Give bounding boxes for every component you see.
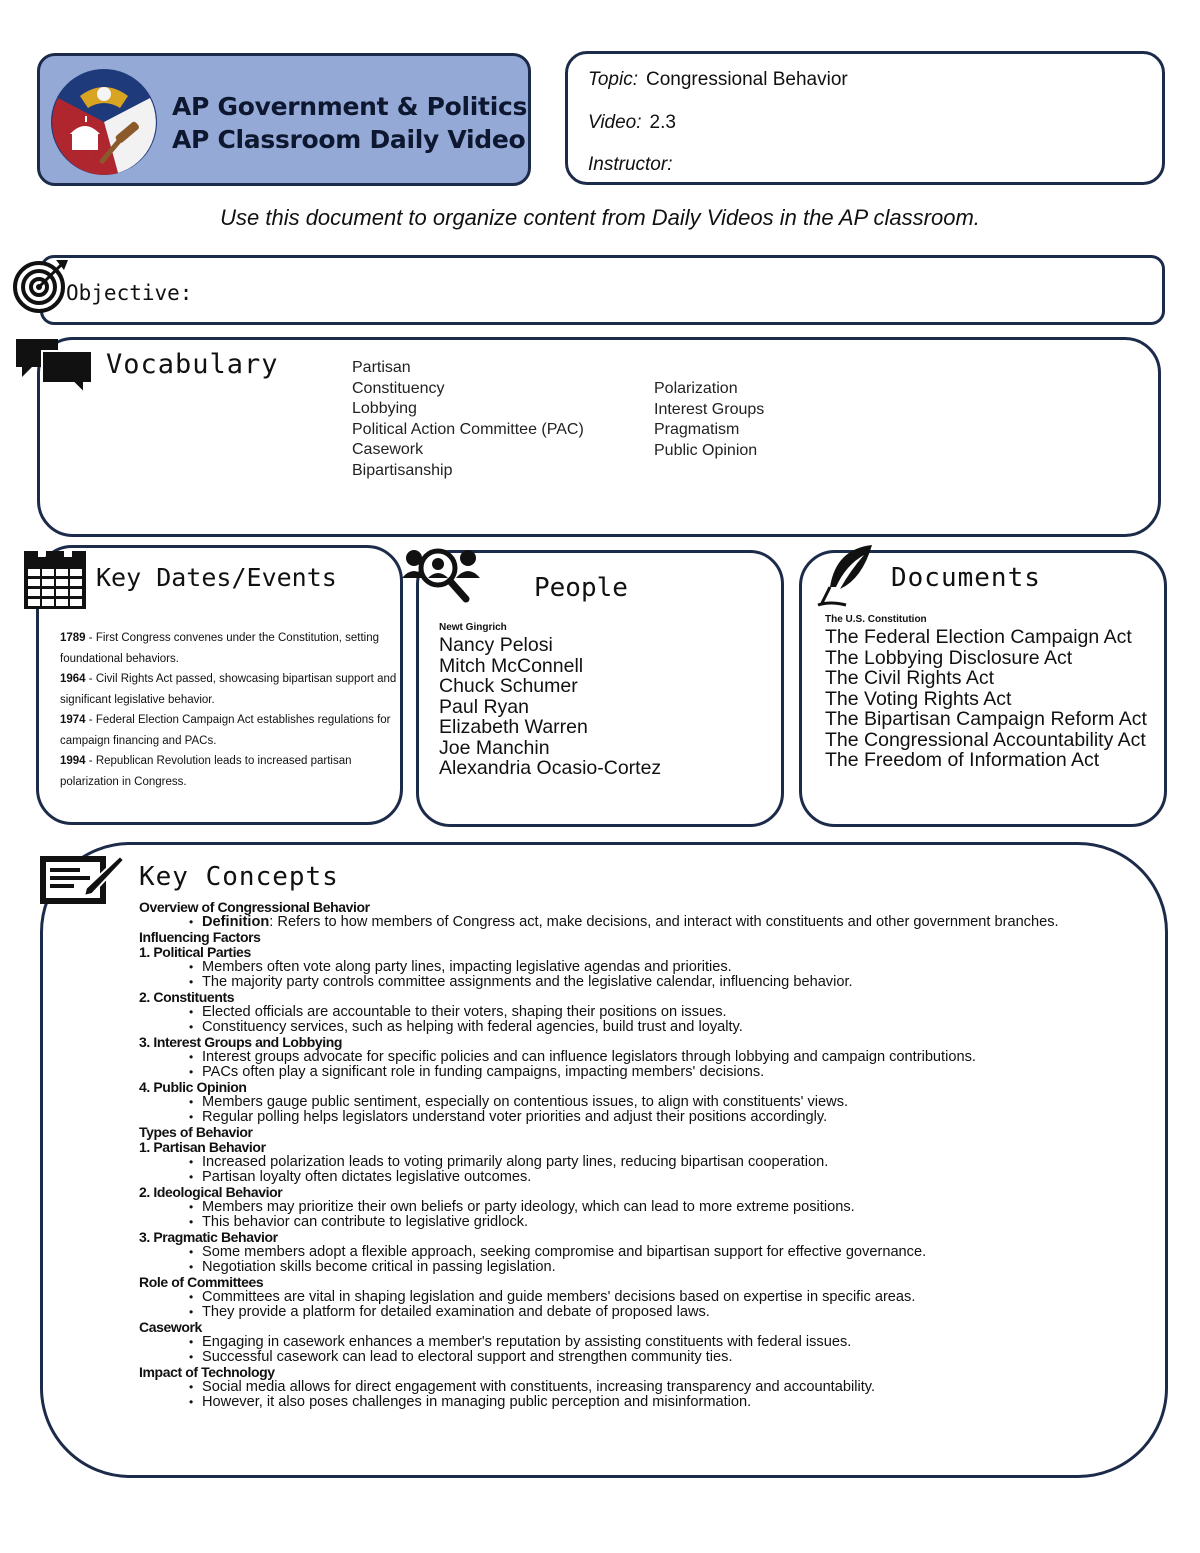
target-icon: [12, 256, 70, 314]
video-row: [588, 112, 676, 134]
concept-bullet: [139, 1155, 1159, 1170]
concept-bullet-text: • They provide a platform for detailed examination and debate of proposed laws.: [202, 1304, 710, 1320]
concept-bullet-text: • Members often vote along party lines, impacting legislative agendas and priorities.: [202, 959, 732, 975]
definition-text: : Refers to how members of Congress act, make decisions, and interact with constituents and other government branches.: [269, 914, 1059, 930]
concept-bullet-text: • However, it also poses challenges in managing public perception and misinformation.: [202, 1394, 752, 1410]
video-value: 2.3: [649, 112, 676, 133]
vocab-term: Casework: [352, 441, 424, 458]
concept-heading: Influencing Factors: [139, 929, 261, 945]
vocab-term: Interest Groups: [654, 400, 765, 418]
vocab-term: Lobbying: [352, 400, 417, 417]
quill-pen-icon: [816, 543, 876, 609]
header-title-line2: AP Classroom Daily Video: [172, 125, 526, 154]
documents-title: Documents: [891, 563, 1041, 593]
vocab-term: Bipartisanship: [352, 461, 453, 479]
concept-bullet-text: • Increased polarization leads to voting primarily along party lines, reducing bipartisan cooperation.: [202, 1154, 829, 1170]
concept-subheading: 2. Ideological Behavior: [139, 1184, 283, 1200]
document-item: The Congressional Accountability Act: [825, 728, 1146, 751]
concept-bullet: [139, 1020, 1159, 1035]
concept-bullet-text: • The majority party controls committee assignments and the legislative calendar, influencing behavior.: [202, 974, 853, 990]
speech-bubbles-icon: [14, 337, 94, 395]
vocabulary-column-1: [352, 358, 584, 481]
concept-heading: Role of Committees: [139, 1274, 264, 1290]
key-date-text: - Civil Rights Act passed, showcasing bipartisan support and significant legislative behavior.: [60, 673, 397, 706]
concept-heading: Casework: [139, 1319, 202, 1335]
concept-bullet-text: • Social media allows for direct engagement with constituents, increasing transparency and accountability.: [202, 1379, 876, 1395]
objective-box: [40, 255, 1165, 325]
instructions-text: Use this document to organize content from Daily Videos in the AP classroom.: [220, 205, 980, 230]
key-date-text: - First Congress convenes under the Constitution, setting foundational behaviors.: [60, 632, 379, 665]
concept-bullet: [139, 1050, 1159, 1065]
definition-label: Definition: [202, 914, 270, 930]
key-date-year: 1974: [60, 714, 86, 726]
concept-subheading: 1. Partisan Behavior: [139, 1139, 266, 1155]
documents-first-entry: The U.S. Constitution: [825, 614, 927, 625]
concept-bullet-text: • Engaging in casework enhances a member's reputation by assisting constituents with federal issues.: [202, 1334, 852, 1350]
documents-list: [825, 627, 1163, 771]
topic-label: Topic:: [588, 69, 638, 90]
document-item: The Federal Election Campaign Act: [825, 626, 1132, 648]
concept-bullet-text: • Members may prioritize their own beliefs or party ideology, which can lead to more extreme positions.: [202, 1199, 855, 1215]
vocab-term: Political Action Committee (PAC): [352, 420, 584, 438]
key-concepts-title: Key Concepts: [139, 862, 339, 892]
key-dates-title: Key Dates/Events: [96, 563, 337, 592]
concept-bullet: [139, 1350, 1159, 1365]
concept-bullet-text: • Negotiation skills become critical in passing legislation.: [202, 1259, 556, 1275]
key-dates-list: [60, 628, 398, 792]
key-date-item: [60, 710, 398, 751]
concept-bullet-text: • Constituency services, such as helping with federal agencies, build trust and loyalty.: [202, 1019, 743, 1035]
vocab-term: Constituency: [352, 379, 445, 397]
concept-bullet-text: • Some members adopt a flexible approach, seeking compromise and bipartisan support for effective governance.: [202, 1244, 927, 1260]
key-concepts-body: [139, 900, 1159, 1410]
calendar-icon: [22, 549, 88, 611]
person-name: Alexandria Ocasio-Cortez: [439, 757, 662, 779]
concept-bullet-text: • PACs often play a significant role in funding campaigns, impacting members' decisions.: [202, 1064, 765, 1080]
concept-bullet: [139, 1260, 1159, 1275]
key-date-item: [60, 751, 398, 792]
concept-subheading: 2. Constituents: [139, 989, 235, 1005]
concept-heading: Impact of Technology: [139, 1364, 275, 1380]
concept-bullet: [139, 1290, 1159, 1305]
header-title-line1: AP Government & Politics: [172, 92, 528, 121]
concept-bullet-text: • This behavior can contribute to legislative gridlock.: [202, 1214, 529, 1230]
vocab-term: Polarization: [654, 380, 738, 397]
vocab-term: Partisan: [352, 359, 411, 376]
person-name: Joe Manchin: [439, 736, 550, 759]
vocabulary-column-2: [654, 379, 764, 461]
people-list: [439, 635, 661, 779]
header-banner: [37, 53, 531, 186]
document-item: The Freedom of Information Act: [825, 749, 1100, 771]
key-date-item: [60, 628, 398, 669]
person-name: Chuck Schumer: [439, 675, 578, 697]
concept-bullet: [139, 1395, 1159, 1410]
video-label: Video:: [588, 112, 642, 133]
vocab-term: Pragmatism: [654, 421, 740, 438]
concept-bullet-text: • Members gauge public sentiment, especially on contentious issues, to align with constituents' views.: [202, 1094, 849, 1110]
document-item: The Bipartisan Campaign Reform Act: [825, 708, 1147, 730]
person-name: Nancy Pelosi: [439, 634, 553, 656]
ap-gov-seal-logo: [50, 68, 158, 176]
person-name: Paul Ryan: [439, 695, 529, 718]
concept-subheading: 3. Interest Groups and Lobbying: [139, 1034, 343, 1050]
instructor-row: [588, 154, 672, 176]
concept-bullet: [139, 1215, 1159, 1230]
key-date-text: - Federal Election Campaign Act establishes regulations for campaign financing and PACs.: [60, 714, 391, 747]
instructor-label: Instructor:: [588, 154, 673, 175]
document-item: The Lobbying Disclosure Act: [825, 646, 1073, 669]
concept-bullet: [139, 975, 1159, 990]
concept-subheading: 3. Pragmatic Behavior: [139, 1229, 278, 1245]
concept-bullet: [139, 1110, 1159, 1125]
topic-row: [588, 69, 848, 91]
document-item: The Civil Rights Act: [825, 667, 995, 689]
concept-subheading: 1. Political Parties: [139, 944, 251, 960]
concept-bullet-text: • Committees are vital in shaping legislation and guide members' decisions based on expertise in specific areas.: [202, 1289, 916, 1305]
person-name: Elizabeth Warren: [439, 716, 588, 738]
key-date-year: 1994: [60, 755, 86, 767]
vocabulary-title: Vocabulary: [106, 349, 279, 380]
concept-bullet: [139, 1170, 1159, 1185]
concept-heading: Overview of Congressional Behavior: [139, 899, 370, 915]
concept-bullet-text: • Successful casework can lead to electoral support and strengthen community ties.: [202, 1349, 733, 1365]
concept-bullet-text: • Regular polling helps legislators understand voter priorities and adjust their positions accordingly.: [202, 1109, 828, 1125]
concept-bullet: [139, 1335, 1159, 1350]
meta-box: [565, 51, 1165, 185]
concept-subheading: 4. Public Opinion: [139, 1079, 247, 1095]
topic-value: Congressional Behavior: [646, 69, 848, 90]
concept-bullet: [139, 960, 1159, 975]
key-date-text: - Republican Revolution leads to increased partisan polarization in Congress.: [60, 755, 352, 788]
concept-bullet: [139, 1095, 1159, 1110]
people-search-icon: [400, 544, 482, 604]
vocab-term: Public Opinion: [654, 441, 758, 459]
concept-bullet-text: • Elected officials are accountable to their voters, shaping their positions on issues.: [202, 1004, 727, 1020]
concept-bullet: [139, 1065, 1159, 1080]
key-date-year: 1964: [60, 673, 86, 685]
key-date-item: [60, 669, 398, 710]
document-item: The Voting Rights Act: [825, 687, 1012, 710]
people-title: People: [534, 573, 628, 603]
concept-bullet: [139, 1005, 1159, 1020]
notes-pencil-icon: [38, 850, 124, 908]
concept-bullet: [139, 1380, 1159, 1395]
concept-bullet: [139, 1245, 1159, 1260]
people-first-entry: Newt Gingrich: [439, 622, 507, 633]
concept-bullet: [139, 1200, 1159, 1215]
header-title: [172, 90, 527, 156]
person-name: Mitch McConnell: [439, 654, 584, 677]
concept-bullet: [139, 915, 1159, 930]
concept-heading: Types of Behavior: [139, 1124, 253, 1140]
concept-bullet-text: • Partisan loyalty often dictates legislative outcomes.: [202, 1169, 532, 1185]
concept-bullet: [139, 1305, 1159, 1320]
objective-label: Objective:: [66, 281, 193, 305]
key-date-year: 1789: [60, 632, 86, 644]
concept-bullet-text: • Interest groups advocate for specific policies and can influence legislators through lobbying and campaign contributions.: [202, 1049, 976, 1065]
